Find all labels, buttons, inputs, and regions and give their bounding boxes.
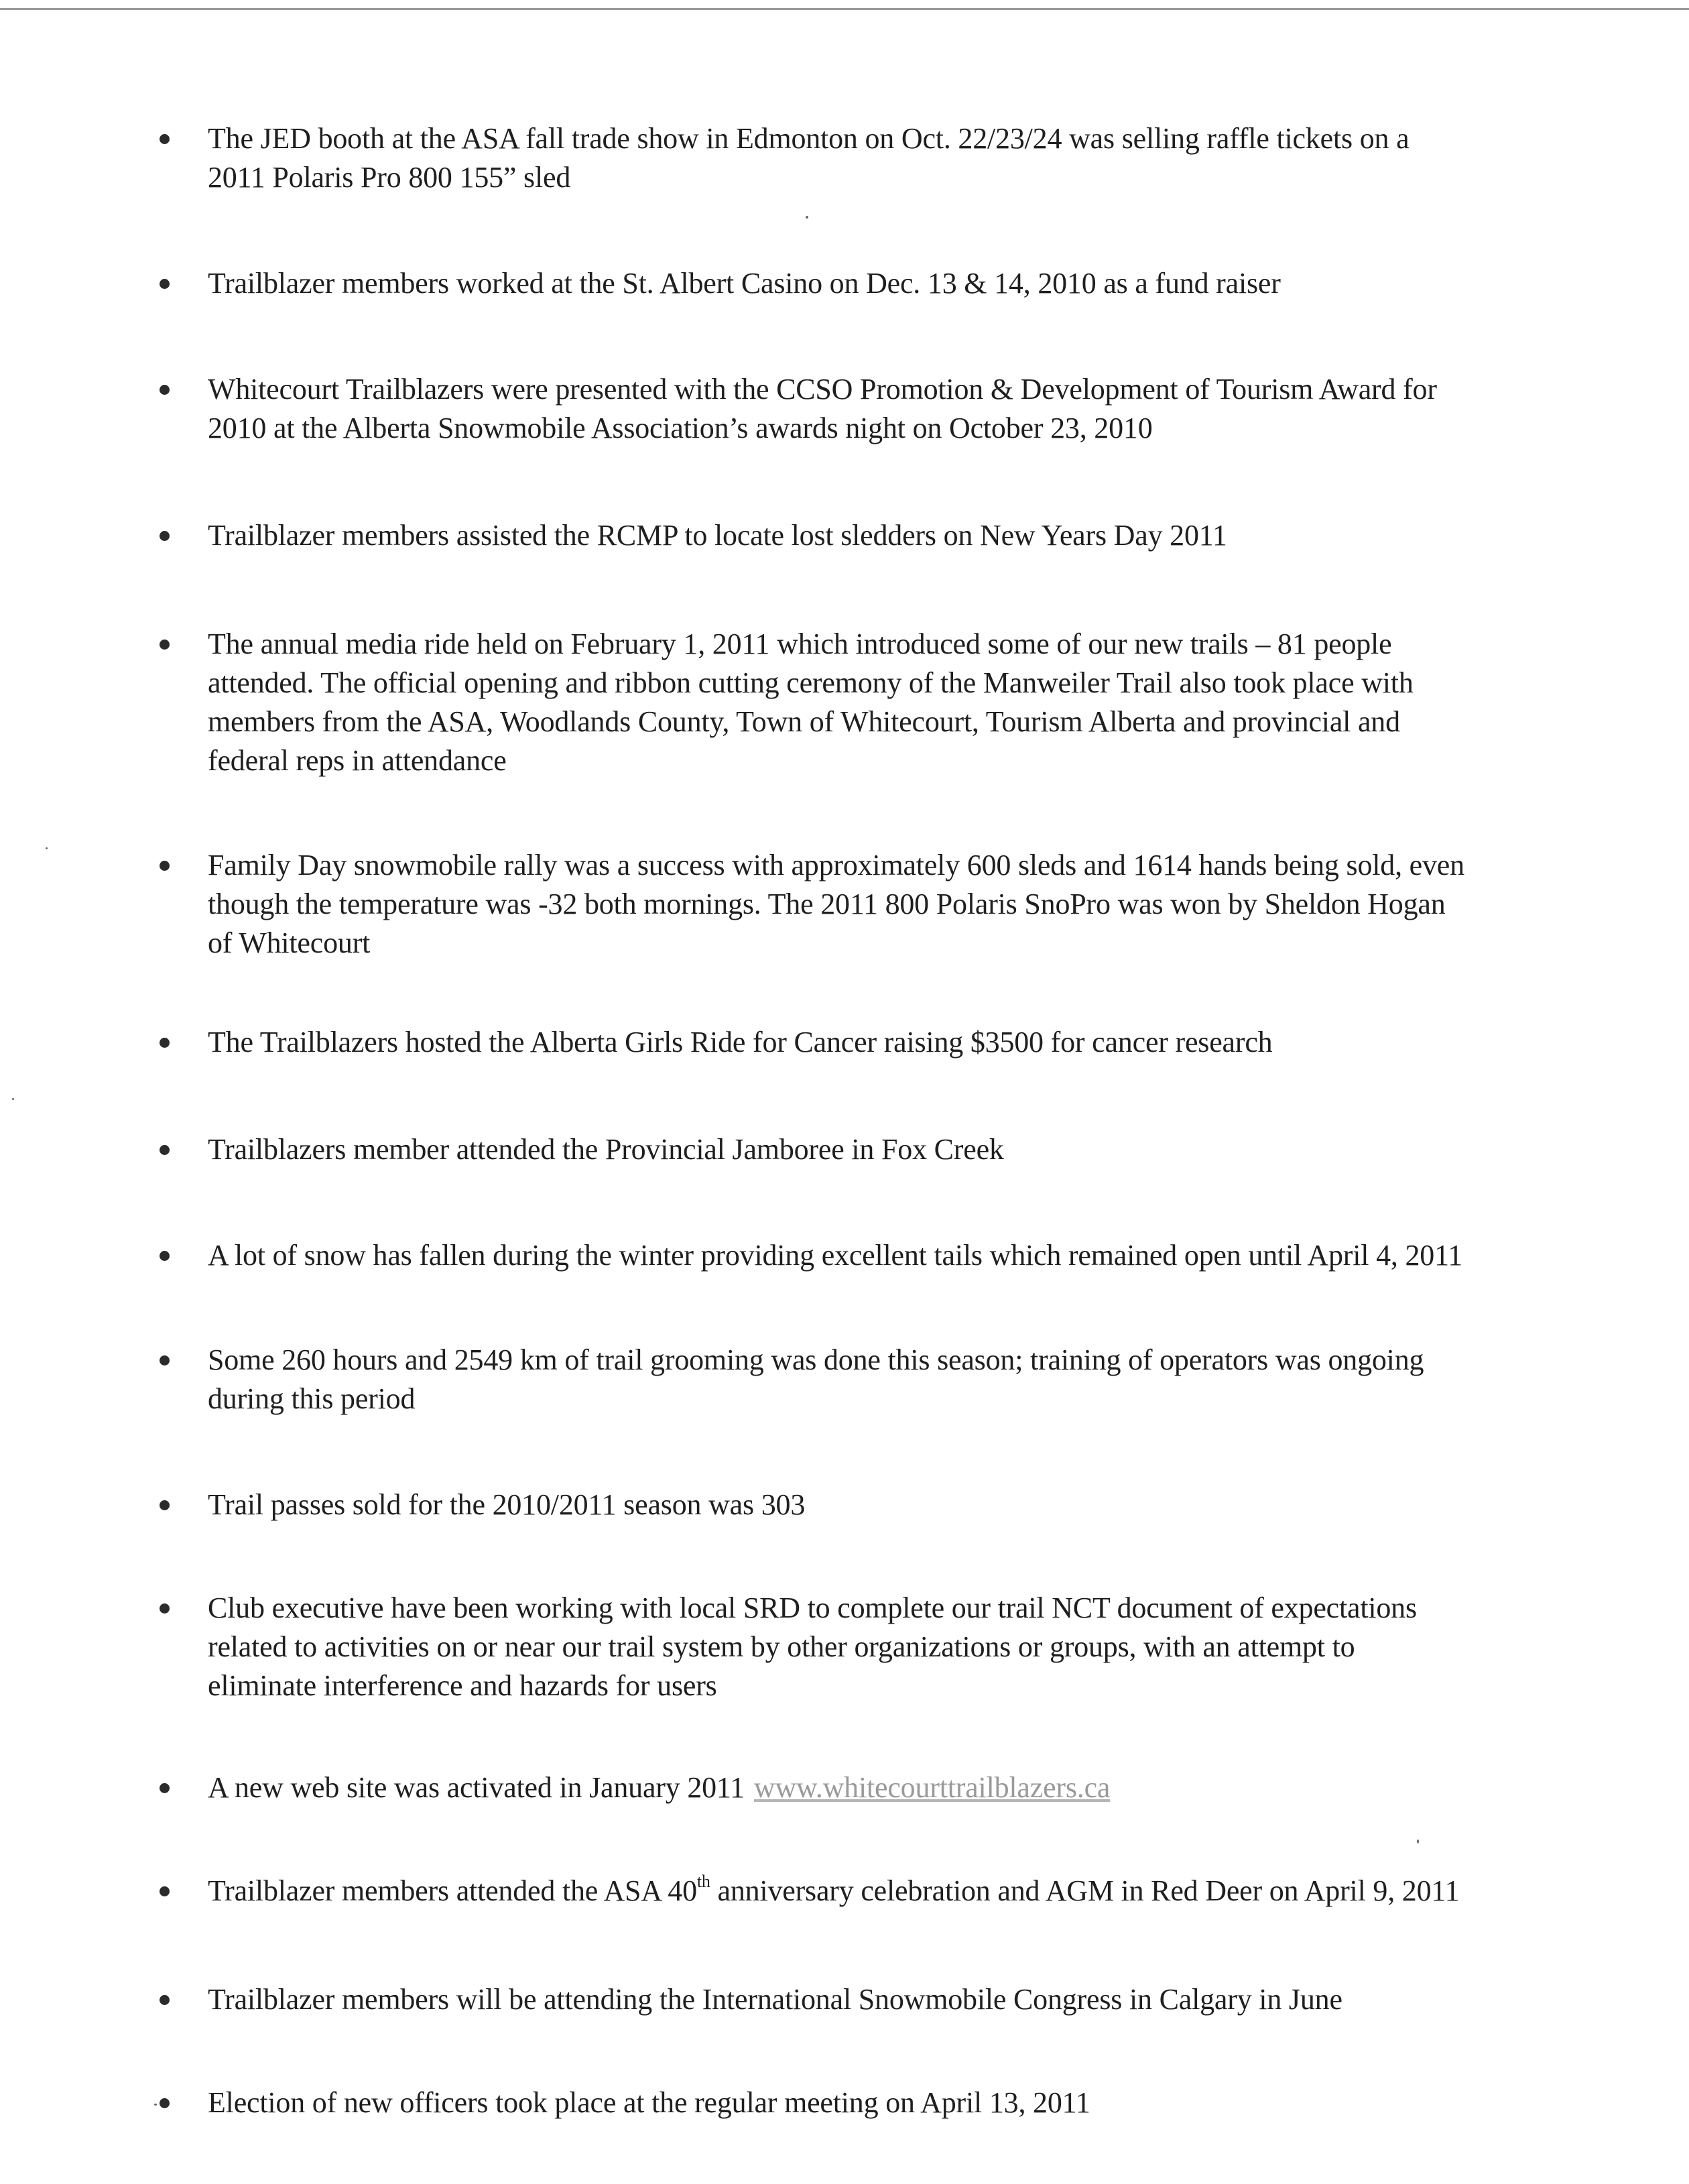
list-item-text: Trailblazer members will be attending the International Snowmobile Congress in Calgary in June bbox=[208, 1983, 1342, 2016]
list-item-text: Trailblazers member attended the Provincial Jamboree in Fox Creek bbox=[208, 1133, 1004, 1166]
list-item-text: Trailblazer members worked at the St. Albert Casino on Dec. 13 & 14, 2010 as a fund raiser bbox=[208, 267, 1281, 300]
list-item-text: A lot of snow has fallen during the winter providing excellent tails which remained open until April 4, 2011 bbox=[208, 1239, 1463, 1272]
list-item-text: Family Day snowmobile rally was a success with approximately 600 sleds and 1614 hands being sold, even though the temperature was -32 both mornings. The 2011 800 Polaris SnoPro was won by Sheldon Hogan of Whitecourt bbox=[208, 849, 1464, 959]
list-item-text bbox=[208, 1872, 1676, 1910]
list-item-text: The Trailblazers hosted the Alberta Girls Ride for Cancer raising $3500 for cancer research bbox=[208, 1026, 1273, 1058]
list-item-text: Club executive have been working with local SRD to complete our trail NCT document of expectations related to activities on or near our trail system by other organizations or groups, with an attempt to eliminate interference and hazards for users bbox=[208, 1591, 1417, 1702]
bullet-icon bbox=[160, 1886, 170, 1896]
list-item-text: Some 260 hours and 2549 km of trail grooming was done this season; training of operators was ongoing during this period bbox=[208, 1343, 1424, 1415]
list-item-text: Election of new officers took place at the regular meeting on April 13, 2011 bbox=[208, 2086, 1090, 2119]
bullet-icon bbox=[160, 1251, 170, 1261]
bullet-icon bbox=[160, 1500, 170, 1510]
list-item-text-body: A new web site was activated in January 2011 bbox=[208, 1771, 745, 1804]
bullet-icon bbox=[160, 640, 170, 650]
bullet-icon bbox=[160, 279, 170, 289]
list-item-text-before: Trailblazer members attended the ASA 40 bbox=[208, 1874, 697, 1907]
scan-speck bbox=[1417, 1839, 1419, 1843]
bullet-icon bbox=[160, 1145, 170, 1155]
bullet-icon bbox=[160, 1995, 170, 2005]
bullet-icon bbox=[160, 1783, 170, 1793]
bullet-icon bbox=[160, 385, 170, 395]
bullet-icon bbox=[160, 134, 170, 144]
bullet-icon bbox=[160, 861, 170, 871]
ordinal-superscript: th bbox=[696, 1872, 710, 1892]
bullet-icon bbox=[160, 1038, 170, 1048]
bullet-icon bbox=[160, 1603, 170, 1614]
list-item-text: The JED booth at the ASA fall trade show in Edmonton on Oct. 22/23/24 was selling raffle tickets on a 2011 Polaris Pro 800 155” sled bbox=[208, 122, 1410, 194]
list-item-text bbox=[208, 1768, 1676, 1807]
list-item-text: Whitecourt Trailblazers were presented with the CCSO Promotion & Development of Tourism Award for 2010 at the Alberta Snowmobile Association’s awards night on October 23, 2010 bbox=[208, 373, 1437, 444]
bullet-icon bbox=[160, 1355, 170, 1366]
bullet-icon bbox=[160, 2098, 170, 2108]
website-link[interactable]: www.whitecourttrailblazers.ca bbox=[753, 1771, 1111, 1804]
scan-speck bbox=[12, 1098, 14, 1100]
list-item-text: Trail passes sold for the 2010/2011 season was 303 bbox=[208, 1488, 806, 1521]
scan-speck bbox=[806, 216, 808, 219]
scan-speck bbox=[154, 2104, 157, 2106]
list-item-text-after: anniversary celebration and AGM in Red Deer on April 9, 2011 bbox=[710, 1874, 1460, 1907]
scan-speck bbox=[46, 847, 48, 849]
list-item-text: Trailblazer members assisted the RCMP to locate lost sledders on New Years Day 2011 bbox=[208, 519, 1227, 552]
bullet-icon bbox=[160, 531, 170, 541]
list-item-text: The annual media ride held on February 1, 2011 which introduced some of our new trails – 81 people attended. The official opening and ribbon cutting ceremony of the Manweiler Trail also took place with members from the ASA, Woodlands County, Town of Whitecourt, Tourism Alberta and provincial and federal reps in attendance bbox=[208, 627, 1414, 777]
